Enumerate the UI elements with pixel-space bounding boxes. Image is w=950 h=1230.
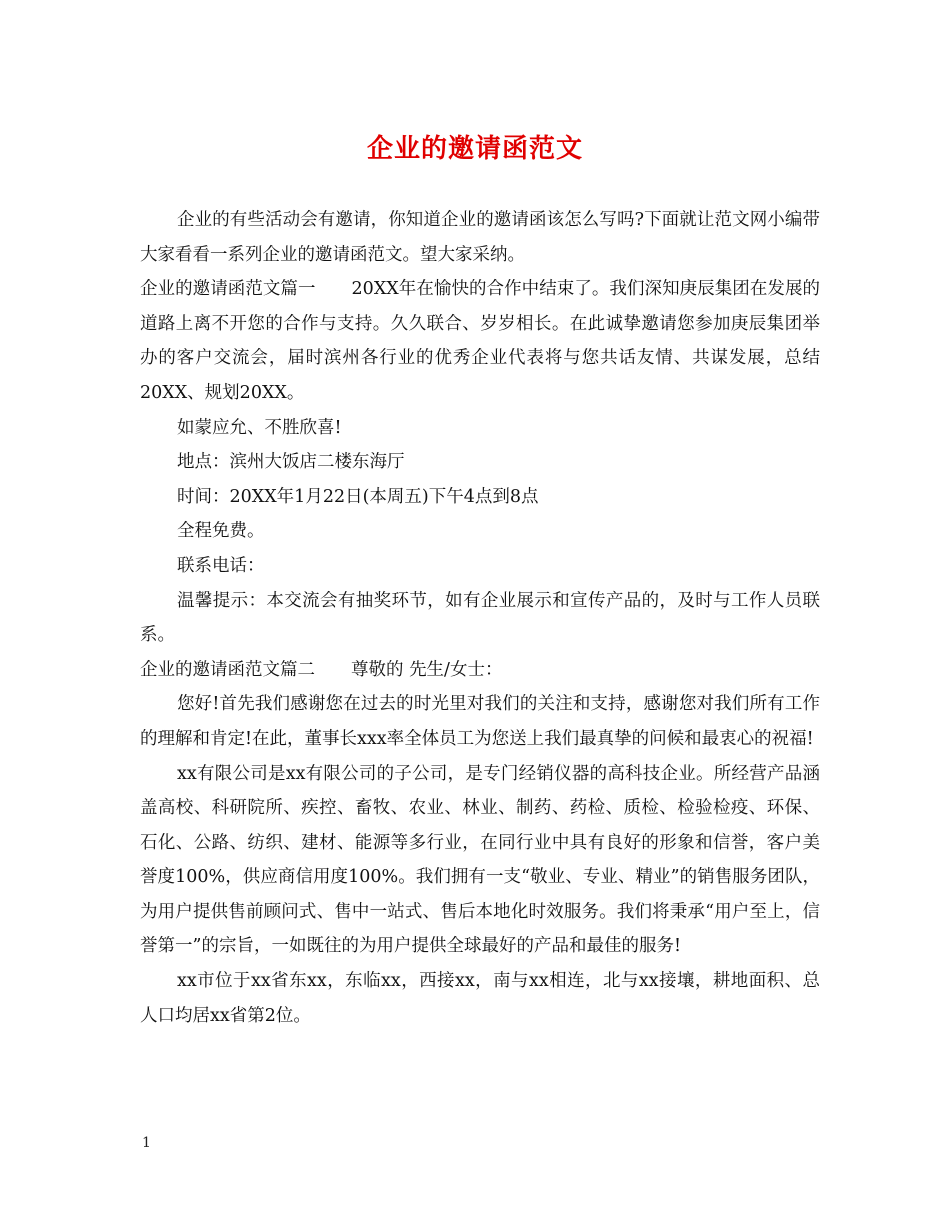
paragraph-time: 时间：20XX年1月22日(本周五)下午4点到8点 <box>177 486 539 507</box>
paragraph-intro: 企业的有些活动会有邀请，你知道企业的邀请函该怎么写吗?下面就让范文网小编带大家看看一系列企业的邀请函范文。望大家采纳。 <box>140 210 820 265</box>
paragraph-phone: 联系电话： <box>177 555 265 576</box>
document-title: 企业的邀请函范文 <box>366 134 583 164</box>
section-heading-two: 企业的邀请函范文篇二 <box>140 659 315 680</box>
page-number: 1 <box>142 1135 151 1151</box>
paragraph-tip: 温馨提示：本交流会有抽奖环节，如有企业展示和宣传产品的，及时与工作人员联系。 <box>140 590 820 646</box>
section-one-text: 20XX年在愉快的合作中结束了。我们深知庚辰集团在发展的道路上离不开您的合作与支持。久久联合、岁岁相长。在此诚挚邀请您参加庚辰集团举办的客户交流会，届时滨州各行业的优秀企业代表将与您共话友情、共谋发展，总结20XX、规划20XX。 <box>140 279 821 403</box>
paragraph-city: xx市位于xx省东xx，东临xx，西接xx，南与xx相连，北与xx接壤，耕地面积、总人口均居xx省第2位。 <box>140 971 820 1026</box>
paragraph-greeting: 您好!首先我们感谢您在过去的时光里对我们的关注和支持，感谢您对我们所有工作的理解和肯定!在此，董事长xxx率全体员工为您送上我们最真挚的问候和最衷心的祝福! <box>140 694 820 749</box>
paragraph-section-two <box>140 653 820 688</box>
section-two-text: 尊敬的 先生/女士： <box>351 659 503 680</box>
paragraph-section-one <box>140 272 820 410</box>
paragraph-acceptance: 如蒙应允、不胜欣喜! <box>177 417 342 438</box>
paragraph-free: 全程免费。 <box>177 521 265 542</box>
document-body <box>140 203 820 1033</box>
paragraph-company: xx有限公司是xx有限公司的子公司，是专门经销仪器的高科技企业。所经营产品涵盖高校、科研院所、疾控、畜牧、农业、林业、制药、药检、质检、检验检疫、环保、石化、公路、纺织、建材、能源等多行业，在同行业中具有良好的形象和信誉，客户美誉度100%，供应商信用度100%。我们拥有一支“敬业、专业、精业”的销售服务团队，为用户提供售前顾问式、售中一站式、售后本地化时效服务。我们将秉承“用户至上，信誉第一”的宗旨，一如既往的为用户提供全球最好的产品和最佳的服务! <box>140 763 820 957</box>
paragraph-location: 地点：滨州大饭店二楼东海厅 <box>177 452 405 473</box>
section-heading-one: 企业的邀请函范文篇一 <box>140 279 316 300</box>
